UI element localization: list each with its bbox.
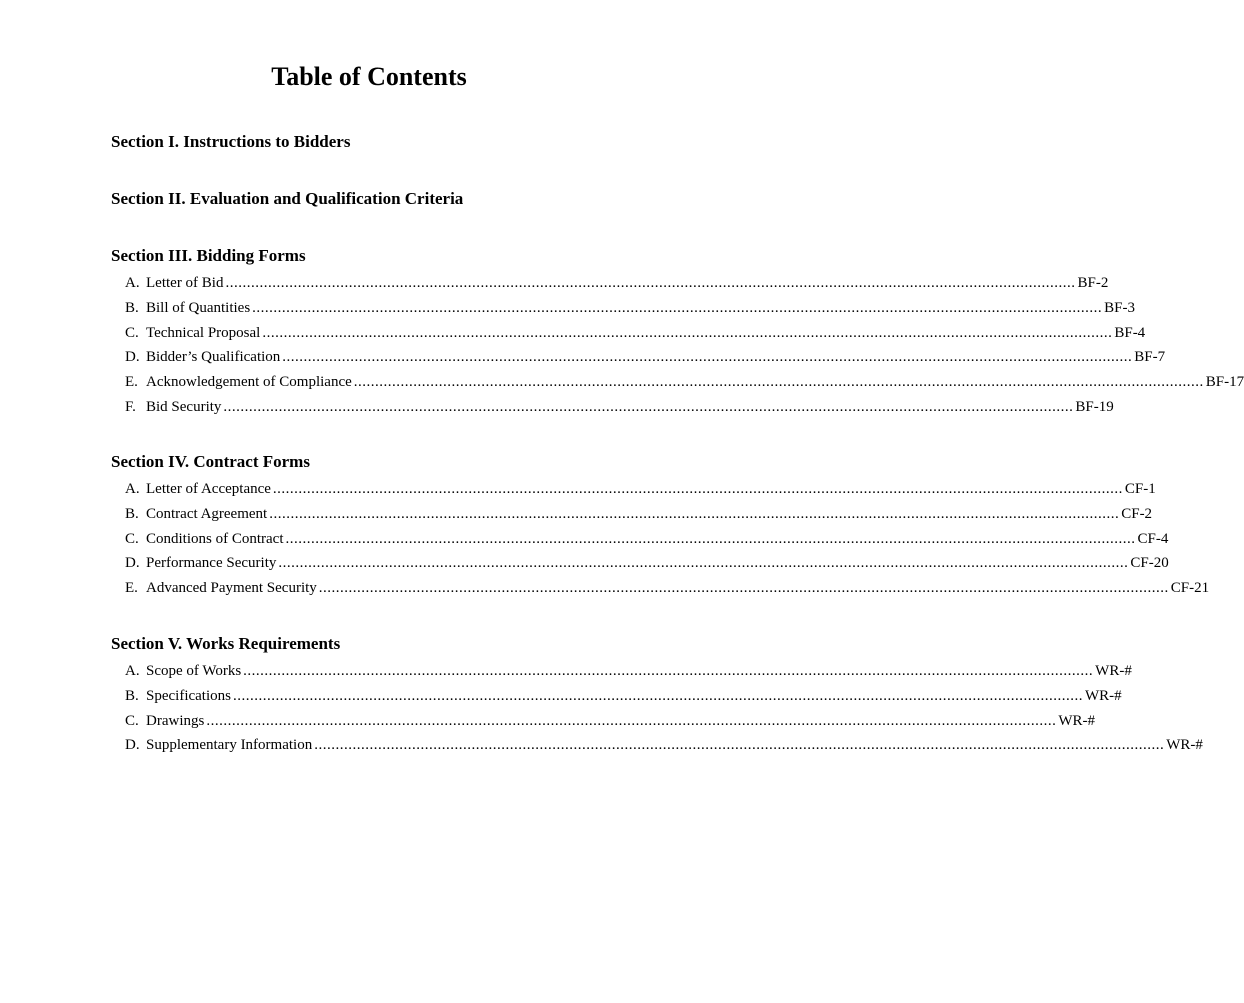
- toc-entry: [111, 477, 1156, 502]
- toc-entries: [111, 271, 1244, 420]
- entry-page: CF-21: [1170, 580, 1210, 597]
- entry-letter: D.: [125, 555, 140, 572]
- dot-leader: ........................................................................................................................................................................................................: [269, 505, 1120, 522]
- dot-leader: ........................................................................................................................................................................................................: [318, 580, 1169, 597]
- dot-leader: ........................................................................................................................................................................................................: [252, 299, 1103, 316]
- entry-label: Contract Agreement: [146, 505, 268, 522]
- entry-letter: E.: [125, 580, 138, 597]
- dot-leader: ........................................................................................................................................................................................................: [206, 712, 1057, 729]
- entry-page: CF-4: [1137, 530, 1169, 547]
- entry-label: Performance Security: [146, 555, 277, 572]
- entry-page: WR-#: [1084, 687, 1122, 704]
- dot-leader: ........................................................................................................................................................................................................: [232, 687, 1083, 704]
- entry-letter: A.: [125, 663, 140, 679]
- toc-entry: [111, 733, 1203, 758]
- toc-entry: [111, 527, 1169, 552]
- entry-page: BF-2: [1077, 275, 1109, 291]
- toc-entries: [111, 659, 1203, 758]
- entry-page: CF-20: [1130, 555, 1169, 572]
- entry-page: BF-4: [1114, 324, 1146, 341]
- dot-leader: ........................................................................................................................................................................................................: [243, 663, 1094, 679]
- section-heading: Section IV. Contract Forms: [111, 452, 310, 471]
- entry-label: Supplementary Information: [146, 737, 313, 754]
- entry-label: Advanced Payment Security: [146, 580, 317, 597]
- toc-entries: [111, 477, 1210, 601]
- section-1: [111, 131, 652, 153]
- entry-letter: B.: [125, 299, 139, 316]
- entry-label: Acknowledgement of Compliance: [146, 374, 352, 391]
- entry-letter: C.: [125, 712, 139, 729]
- toc-entry: [111, 296, 1136, 321]
- toc-entry: [111, 709, 1095, 734]
- toc-entry: [111, 684, 1122, 709]
- toc-entry: [111, 551, 1169, 576]
- entry-page: CF-2: [1121, 505, 1153, 522]
- section-3: [111, 245, 1244, 420]
- toc-entry: [111, 370, 1244, 395]
- entry-letter: F.: [125, 398, 136, 415]
- entry-letter: E.: [125, 374, 138, 391]
- entry-label: Technical Proposal: [146, 324, 261, 341]
- dot-leader: ........................................................................................................................................................................................................: [314, 737, 1165, 754]
- toc-entry: [111, 271, 1109, 296]
- entry-label: Scope of Works: [146, 663, 242, 679]
- entry-label: Specifications: [146, 687, 231, 704]
- section-2: [111, 188, 652, 210]
- entry-letter: D.: [125, 349, 140, 366]
- entry-letter: A.: [125, 481, 140, 497]
- entry-label: Bidder’s Qualification: [146, 349, 281, 366]
- entry-letter: A.: [125, 275, 140, 291]
- entry-label: Conditions of Contract: [146, 530, 284, 547]
- dot-leader: ........................................................................................................................................................................................................: [272, 481, 1123, 497]
- dot-leader: ........................................................................................................................................................................................................: [225, 275, 1076, 291]
- entry-letter: B.: [125, 505, 139, 522]
- section-heading: Section III. Bidding Forms: [111, 246, 306, 265]
- toc-entry: [111, 321, 1146, 346]
- section-4: [111, 451, 1210, 601]
- entry-label: Bid Security: [146, 398, 222, 415]
- entry-label: Bill of Quantities: [146, 299, 251, 316]
- toc-entry: [111, 345, 1166, 370]
- section-heading: Section I. Instructions to Bidders: [111, 132, 351, 151]
- dot-leader: ........................................................................................................................................................................................................: [223, 398, 1074, 415]
- entry-page: BF-3: [1104, 299, 1136, 316]
- entry-letter: D.: [125, 737, 140, 754]
- entry-page: WR-#: [1166, 737, 1203, 754]
- dot-leader: ........................................................................................................................................................................................................: [282, 349, 1133, 366]
- section-heading: Section II. Evaluation and Qualification Criteria: [111, 189, 464, 208]
- entry-page: CF-1: [1124, 481, 1156, 497]
- toc-entry: [111, 502, 1153, 527]
- entry-page: BF-7: [1134, 349, 1166, 366]
- entry-page: BF-17: [1205, 374, 1244, 391]
- page-title: Table of Contents: [271, 62, 467, 91]
- dot-leader: ........................................................................................................................................................................................................: [278, 555, 1129, 572]
- toc-entry: [111, 576, 1210, 601]
- entry-label: Letter of Acceptance: [146, 481, 271, 497]
- dot-leader: ........................................................................................................................................................................................................: [353, 374, 1204, 391]
- entry-letter: C.: [125, 324, 139, 341]
- entry-label: Letter of Bid: [146, 275, 224, 291]
- entry-page: WR-#: [1058, 712, 1095, 729]
- section-5: [111, 633, 1203, 758]
- toc-entry: [111, 395, 1114, 420]
- section-heading: Section V. Works Requirements: [111, 634, 341, 653]
- entry-page: BF-19: [1075, 398, 1114, 415]
- entry-page: WR-#: [1095, 663, 1132, 679]
- entry-letter: B.: [125, 687, 139, 704]
- dot-leader: ........................................................................................................................................................................................................: [262, 324, 1113, 341]
- dot-leader: ........................................................................................................................................................................................................: [285, 530, 1136, 547]
- entry-label: Drawings: [146, 712, 205, 729]
- toc-entry: [111, 659, 1132, 684]
- entry-letter: C.: [125, 530, 139, 547]
